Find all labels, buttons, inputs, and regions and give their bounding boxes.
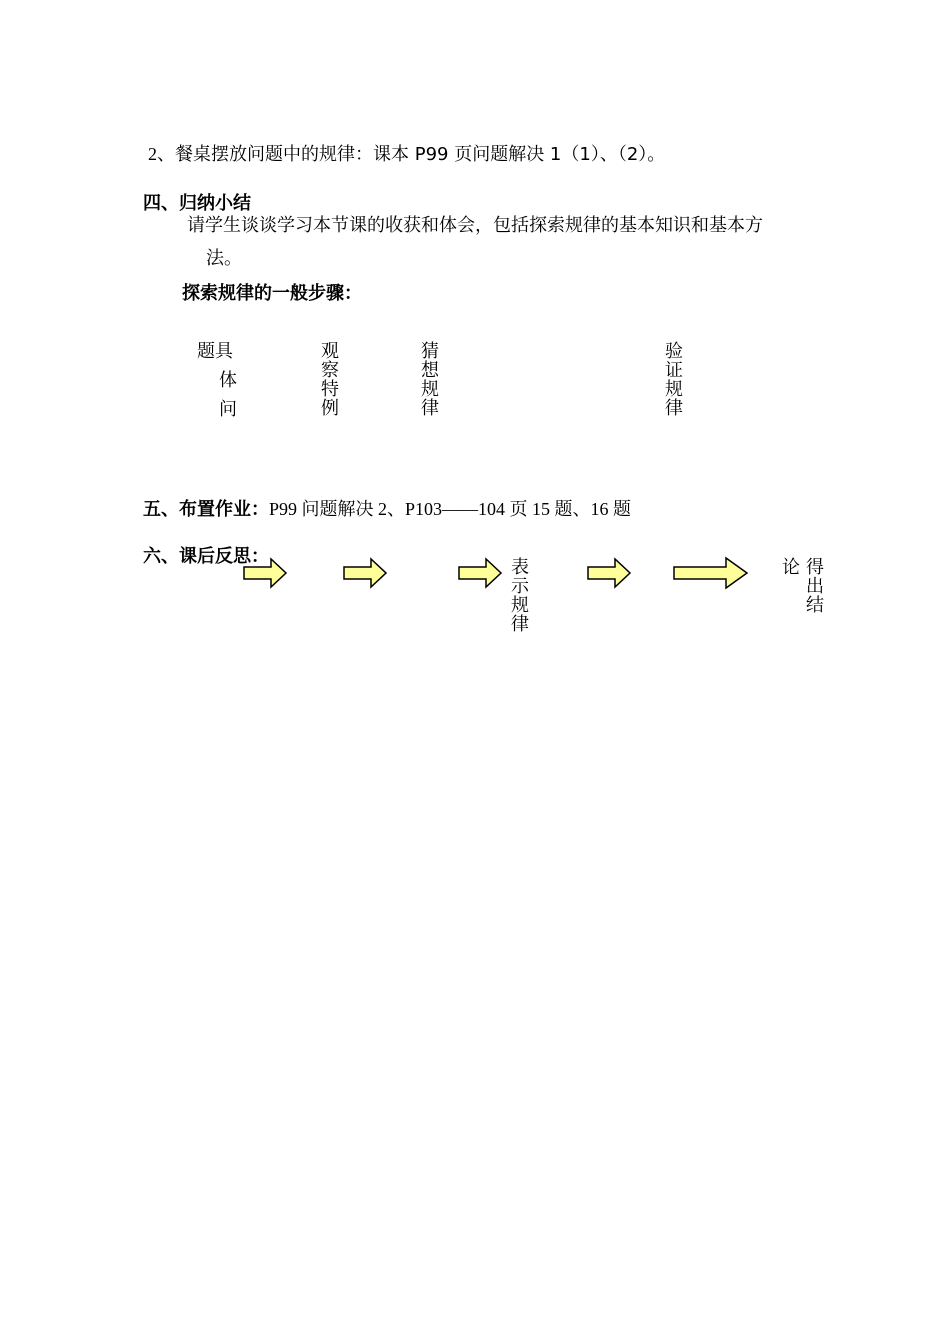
step-observe: [319, 342, 341, 418]
step-conclude-char: 结: [806, 595, 824, 616]
step-verify-char: 证: [665, 360, 683, 381]
step-observe-char: 例: [321, 398, 339, 419]
item-2-number: 2、: [148, 144, 175, 164]
flow-arrow-4-icon: [587, 557, 632, 589]
section-4-heading: 四、归纳小结: [143, 193, 251, 214]
step-guess: [419, 342, 441, 418]
step-observe-char: 特: [321, 379, 339, 400]
step-express-char: 示: [511, 576, 529, 597]
step-verify-char: 规: [665, 379, 683, 400]
flow-arrow-1-icon: [243, 557, 288, 589]
step-verify: [663, 342, 685, 418]
step-conclude-col2: [804, 558, 826, 615]
step-conclude-char: 得: [806, 557, 824, 578]
step-guess-char: 规: [421, 379, 439, 400]
step-conclude-col1: 论: [782, 557, 800, 578]
step-conclude-char: 出: [806, 576, 824, 597]
section-5: [143, 498, 631, 521]
step-specific-problem-line1: 题具: [197, 341, 233, 362]
steps-title: 探索规律的一般步骤：: [182, 283, 362, 304]
item-2-text: 餐桌摆放问题中的规律：课本 P99 页问题解决 1（1）、（2）。: [175, 144, 666, 165]
section-6-heading: 六、课后反思：: [143, 546, 269, 567]
step-express-char: 规: [511, 595, 529, 616]
flow-arrow-2-icon: [343, 557, 388, 589]
section-5-text: P99 问题解决 2、P103——104 页 15 题、16 题: [269, 499, 632, 519]
section-4-paragraph-line1: 请学生谈谈学习本节课的收获和体会，包括探索规律的基本知识和基本方: [187, 215, 763, 236]
section-5-heading: 五、布置作业：: [143, 499, 269, 520]
step-observe-char: 观: [321, 341, 339, 362]
step-specific-problem-line3: 问: [219, 399, 237, 420]
item-2: [148, 143, 665, 166]
step-guess-char: 律: [421, 398, 439, 419]
flow-arrow-3-icon: [458, 557, 503, 589]
step-verify-char: 验: [665, 341, 683, 362]
section-4-paragraph-line2: 法。: [206, 248, 242, 269]
step-specific-problem-line2: 体: [219, 370, 237, 391]
step-express-char: 律: [511, 614, 529, 635]
step-observe-char: 察: [321, 360, 339, 381]
step-guess-char: 猜: [421, 341, 439, 362]
step-express-char: 表: [511, 557, 529, 578]
step-express: [509, 558, 531, 634]
step-verify-char: 律: [665, 398, 683, 419]
step-guess-char: 想: [421, 360, 439, 381]
flow-arrow-5-icon: [673, 556, 749, 590]
